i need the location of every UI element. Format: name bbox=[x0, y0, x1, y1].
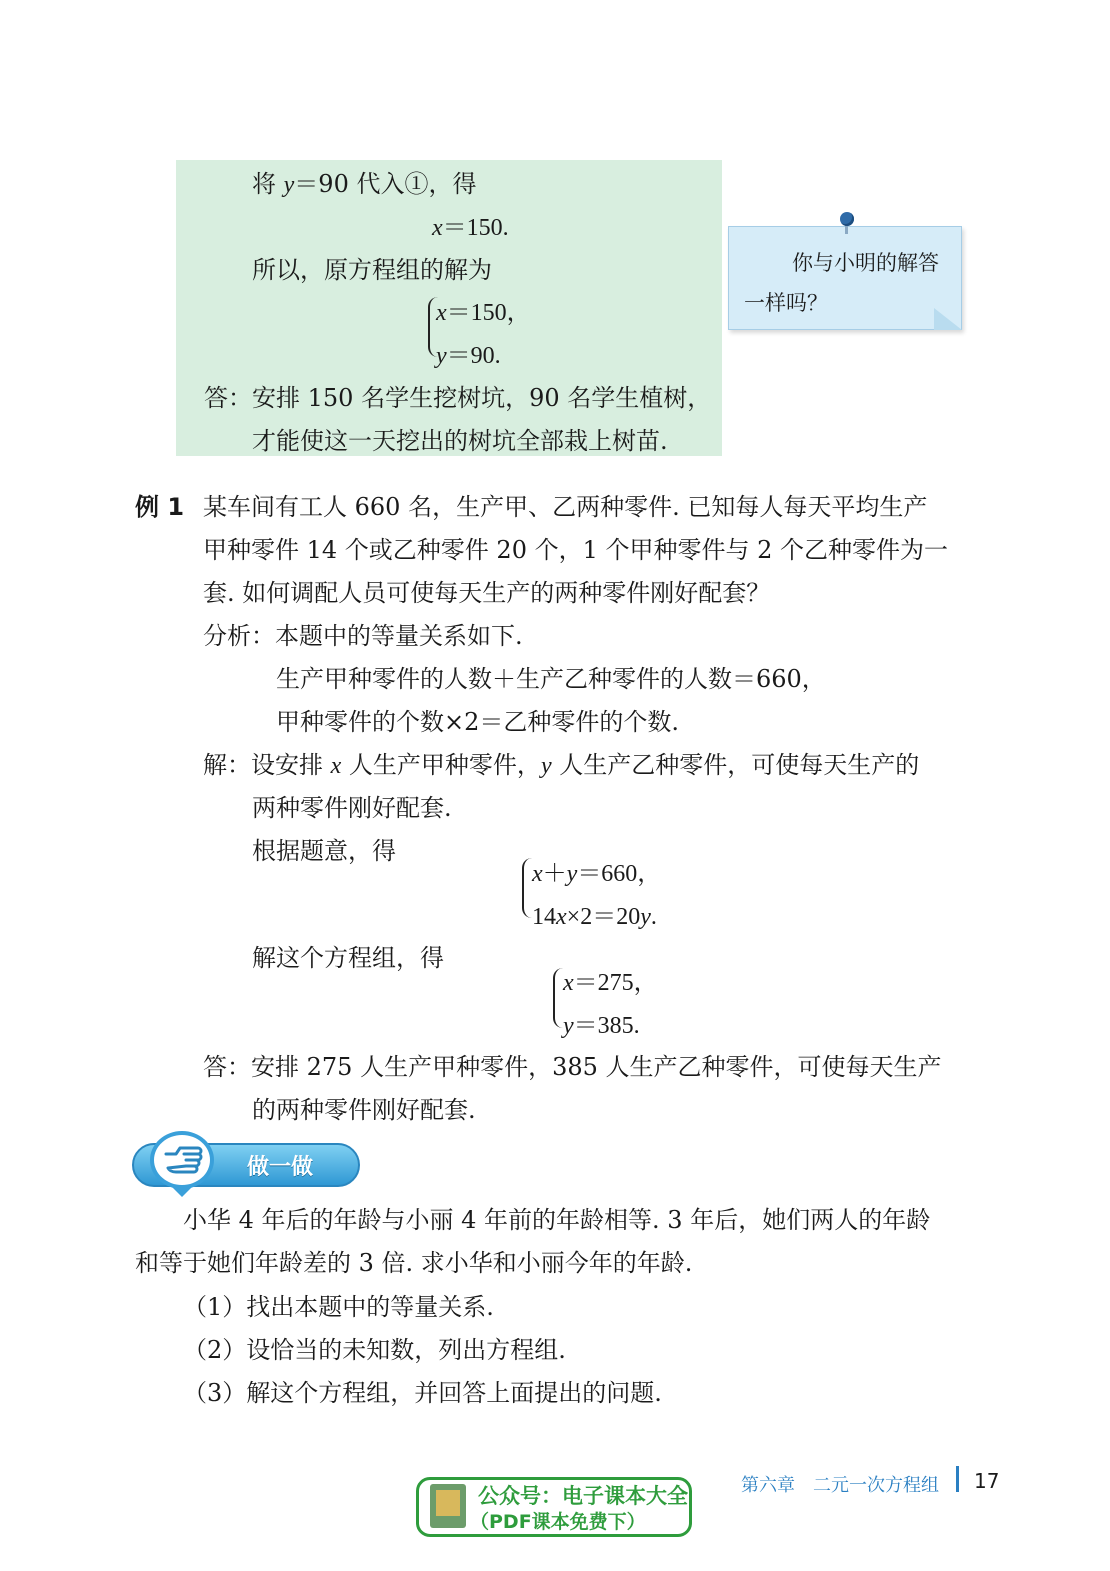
text: ＝90. bbox=[446, 343, 501, 369]
brace bbox=[522, 858, 532, 918]
activity-problem-2: 和等于她们年龄差的 3 倍. 求小华和小丽今年的年龄. bbox=[135, 1249, 693, 1277]
note-line-1: 你与小明的解答 bbox=[792, 251, 939, 275]
var-x: x bbox=[556, 904, 567, 930]
system-x bbox=[436, 292, 531, 327]
var-x: x bbox=[563, 970, 574, 996]
book-icon bbox=[430, 1484, 466, 1528]
watermark-line-1: 公众号：电子课本大全 bbox=[478, 1484, 688, 1508]
text: ＝385. bbox=[573, 1013, 640, 1039]
problem-line-3: 套. 如何调配人员可使每天生产的两种零件刚好配套？ bbox=[203, 579, 771, 607]
doit-title: 做一做 bbox=[247, 1155, 314, 1180]
conclusion-line: 所以，原方程组的解为 bbox=[252, 256, 492, 284]
var-x: x bbox=[432, 215, 443, 241]
var-x: x bbox=[532, 861, 543, 887]
pushpin-icon bbox=[840, 212, 854, 226]
text: ×2＝20 bbox=[566, 904, 641, 930]
text: ＋ bbox=[542, 861, 567, 887]
answer-line-1: 答：安排 150 名学生挖树坑，90 名学生植树， bbox=[204, 384, 712, 412]
relation-1: 生产甲种零件的人数＋生产乙种零件的人数＝660， bbox=[276, 665, 826, 693]
analysis-line: 分析：本题中的等量关系如下. bbox=[203, 622, 523, 650]
footer-chapter: 第六章 二元一次方程组 bbox=[741, 1475, 939, 1496]
by-meaning-line: 根据题意，得 bbox=[252, 837, 396, 865]
text: ＝90 代入①，得 bbox=[294, 170, 477, 198]
relation-2: 甲种零件的个数×2＝乙种零件的个数. bbox=[276, 708, 680, 736]
equation-2 bbox=[532, 896, 657, 931]
problem-line-1: 某车间有工人 660 名，生产甲、乙两种零件. 已知每人每天平均生产 bbox=[203, 493, 928, 521]
activity-step-2: （2）设恰当的未知数，列出方程组. bbox=[183, 1336, 566, 1364]
var-y: y bbox=[566, 861, 578, 887]
pointing-hand-icon bbox=[160, 1140, 204, 1180]
substitute-line bbox=[252, 164, 476, 199]
var-x: x bbox=[436, 300, 447, 326]
text: 解：设安排 bbox=[203, 751, 331, 779]
solve-system-line: 解这个方程组，得 bbox=[252, 944, 444, 972]
page-number: 17 bbox=[974, 1469, 1000, 1493]
result-x bbox=[563, 962, 658, 997]
answer-line-2: 才能使这一天挖出的树坑全部栽上树苗. bbox=[252, 427, 668, 455]
example-label: 例 1 bbox=[135, 493, 185, 521]
var-y: y bbox=[540, 753, 552, 779]
text: 14 bbox=[532, 904, 556, 930]
note-line-2: 一样吗？ bbox=[744, 291, 828, 315]
activity-step-1: （1）找出本题中的等量关系. bbox=[183, 1293, 494, 1321]
text: ＝150， bbox=[446, 300, 531, 326]
var-x: x bbox=[330, 753, 342, 779]
text: 人生产甲种零件， bbox=[341, 751, 541, 779]
equation-1 bbox=[532, 853, 661, 888]
result-y bbox=[563, 1005, 640, 1040]
footer-divider bbox=[956, 1466, 959, 1492]
text: ＝275， bbox=[573, 970, 658, 996]
activity-problem-1: 小华 4 年后的年龄与小丽 4 年前的年龄相等. 3 年后，她们两人的年龄 bbox=[183, 1206, 931, 1234]
solve-line-2: 两种零件刚好配套. bbox=[252, 794, 452, 822]
var-y: y bbox=[436, 343, 447, 369]
text: 人生产乙种零件，可使每天生产的 bbox=[551, 751, 920, 779]
x-result bbox=[432, 207, 509, 242]
watermark-line-2: （PDF课本免费下） bbox=[470, 1511, 646, 1533]
example-answer-1: 答：安排 275 人生产甲种零件，385 人生产乙种零件，可使每天生产 bbox=[203, 1053, 942, 1081]
problem-line-2: 甲种零件 14 个或乙种零件 20 个，1 个甲种零件与 2 个乙种零件为一 bbox=[203, 536, 949, 564]
text: . bbox=[650, 904, 657, 930]
brace bbox=[553, 968, 563, 1028]
example-answer-2: 的两种零件刚好配套. bbox=[252, 1096, 476, 1124]
solve-line-1 bbox=[203, 745, 919, 780]
doit-arrow bbox=[172, 1187, 192, 1197]
activity-step-3: （3）解这个方程组，并回答上面提出的问题. bbox=[183, 1379, 662, 1407]
text: ＝150. bbox=[442, 215, 509, 241]
text: ＝660， bbox=[577, 861, 662, 887]
text: 将 bbox=[252, 170, 284, 198]
system-y bbox=[436, 335, 501, 370]
var-y: y bbox=[640, 904, 651, 930]
var-y: y bbox=[563, 1013, 574, 1039]
note-fold bbox=[934, 308, 962, 330]
var-y: y bbox=[283, 172, 295, 198]
